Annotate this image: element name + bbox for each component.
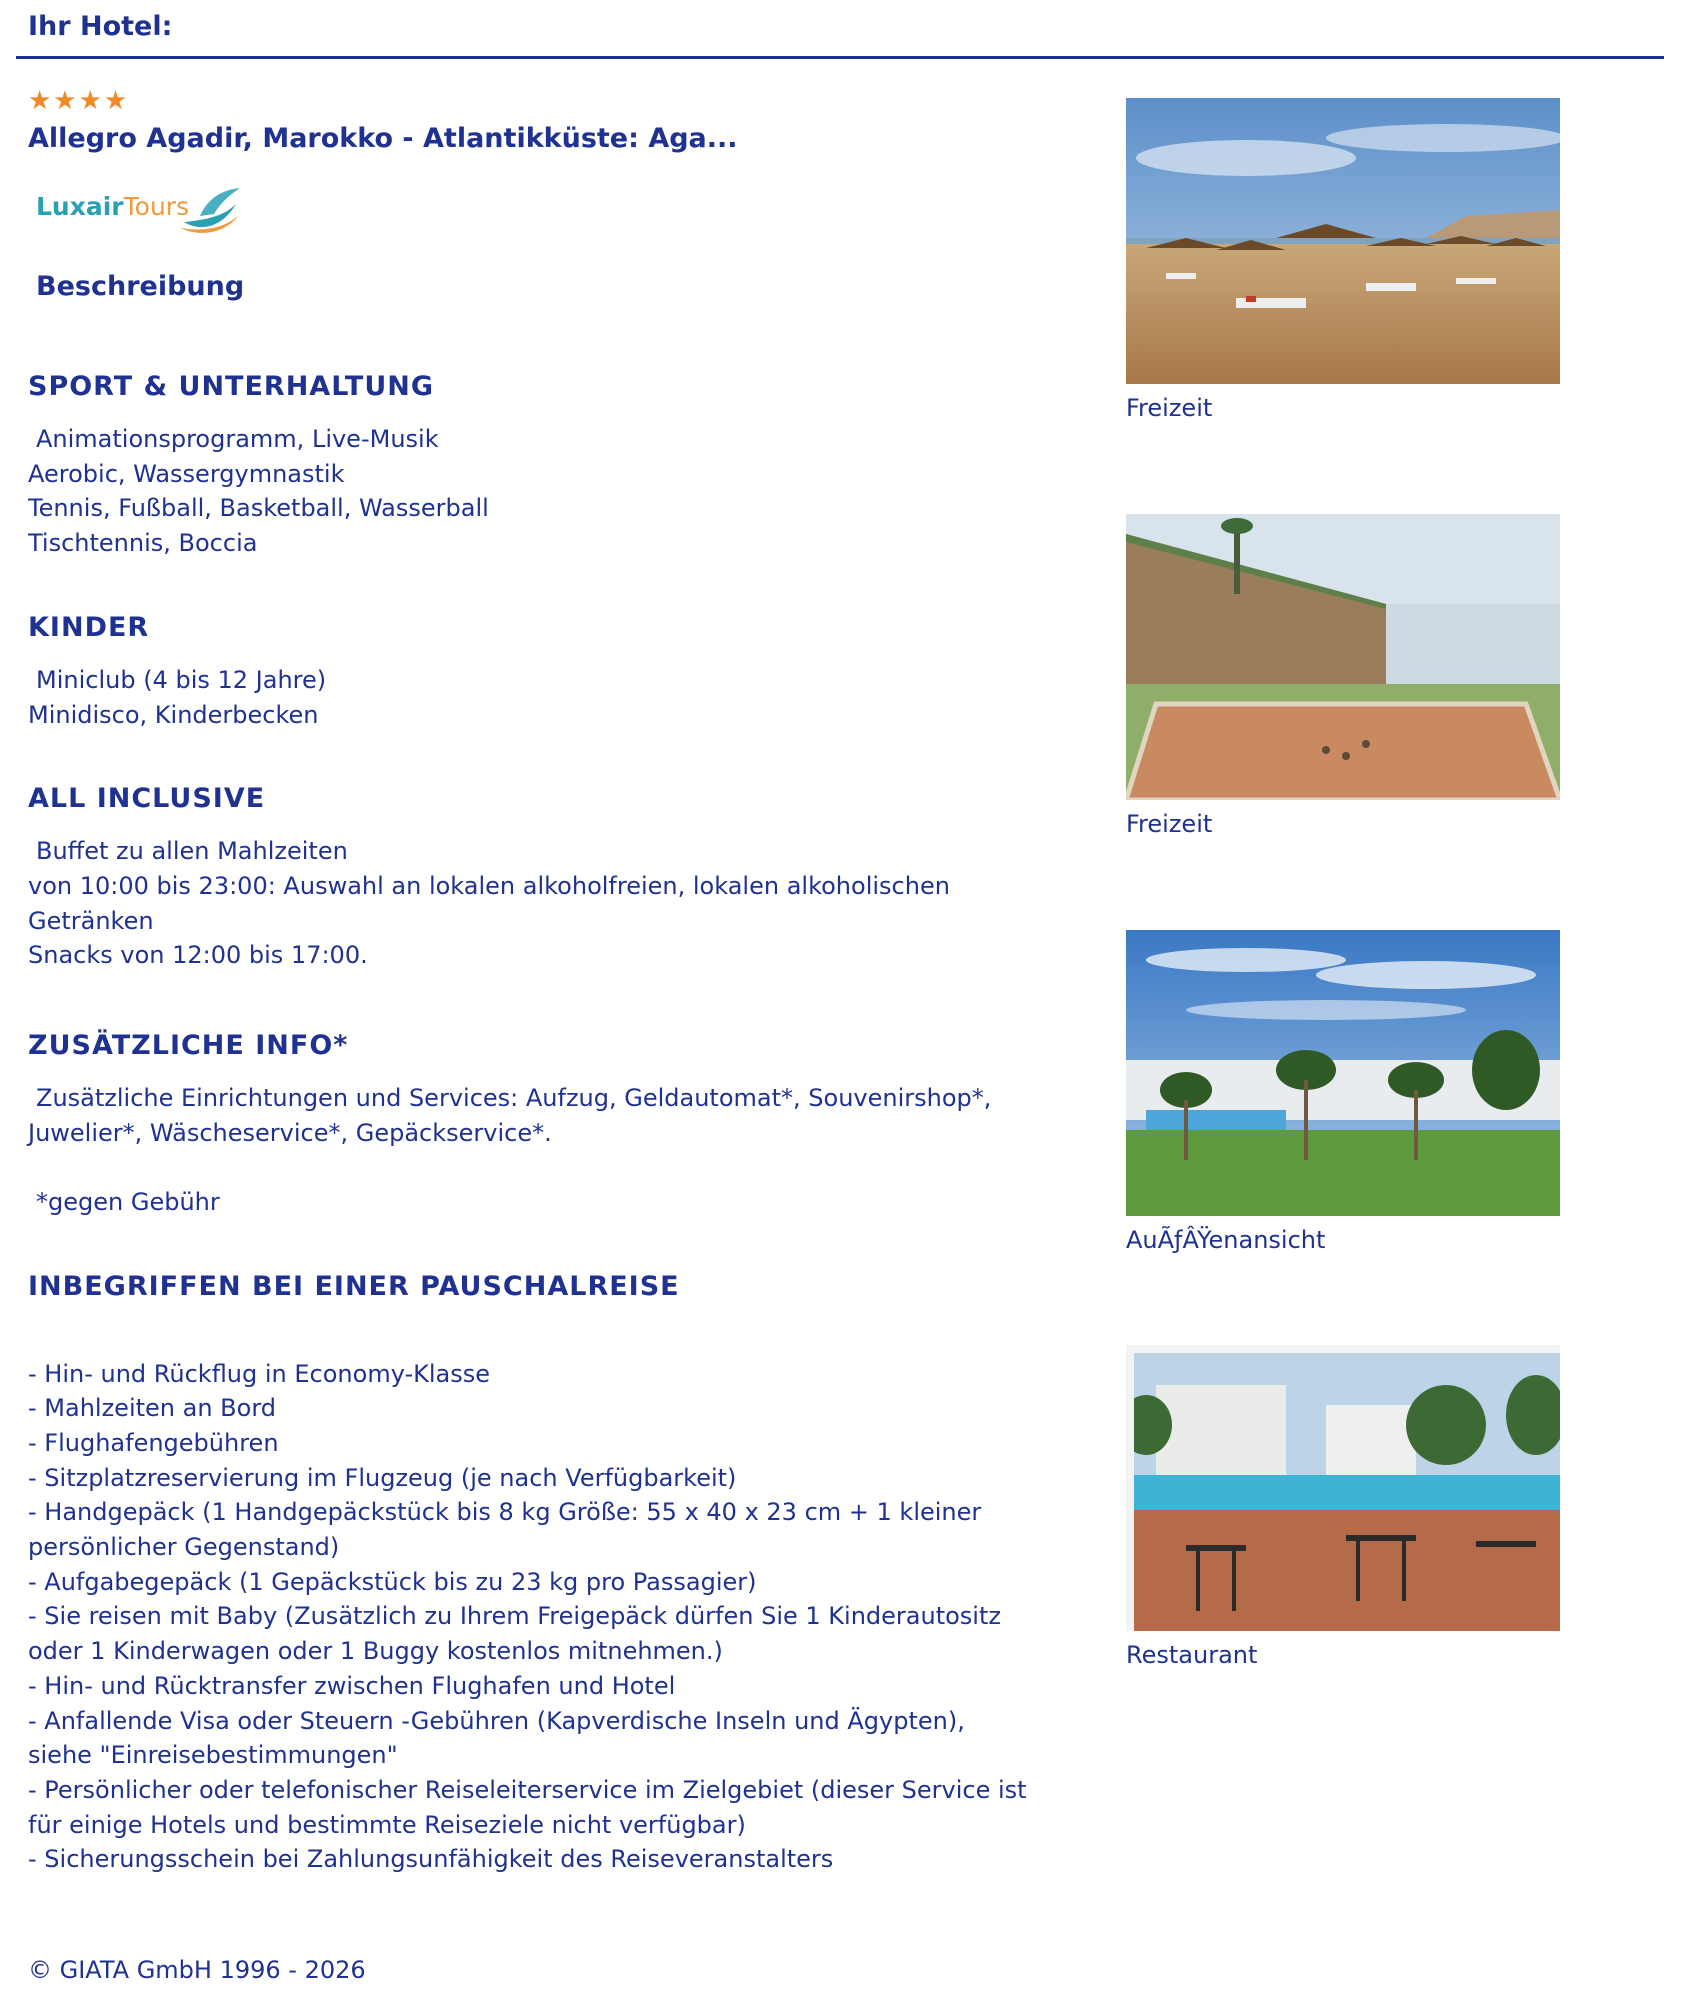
logo-word-tours: Tours [123,192,190,221]
package-line: - Anfallende Visa oder Steuern -Gebühren (Kapverdische Inseln und Ägypten), [28,1706,965,1735]
restaurant-terrace-photo[interactable] [1126,1345,1560,1631]
package-line: - Aufgabegepäck (1 Gepäckstück bis zu 23 kg pro Passagier) [28,1567,757,1596]
star-rating: ★★★★ [28,86,130,116]
package-line [28,1322,1068,1357]
photo-item [1126,1345,1560,1669]
package-line: für einige Hotels und bestimmte Reiseziele nicht verfügbar) [28,1810,746,1839]
package-line: - Sicherungsschein bei Zahlungsunfähigkeit des Reiseveranstalters [28,1845,834,1874]
photo-item [1126,930,1560,1254]
section-title-zusaetzliche-info: ZUSÄTZLICHE INFO* [28,1030,349,1062]
package-line: persönlicher Gegenstand) [28,1533,340,1562]
header-bar [16,0,1664,59]
info-line: *gegen Gebühr [36,1188,220,1217]
kinder-line: Miniclub (4 bis 12 Jahre) [36,665,327,694]
boccia-court-photo[interactable] [1126,514,1560,800]
kinder-line: Minidisco, Kinderbecken [28,700,319,729]
logo-word-luxair: Luxair [36,192,124,221]
section-kinder [28,611,1068,732]
hotel-name[interactable]: Allegro Agadir, Marokko - Atlantikküste: Aga... [28,123,738,154]
package-line: siehe "Einreisebestimmungen" [28,1741,398,1770]
hotel-garden-pool-photo[interactable] [1126,930,1560,1216]
header-title: Ihr Hotel: [28,11,173,42]
package-line: - Hin- und Rückflug in Economy-Klasse [28,1359,491,1388]
package-line: - Hin- und Rücktransfer zwischen Flughafen und Hotel [28,1671,676,1700]
hotel-details [28,86,1068,1877]
section-title-pauschalreise: INBEGRIFFEN BEI EINER PAUSCHALREISE [28,1270,680,1302]
sport-line: Tennis, Fußball, Basketball, Wasserball [28,494,489,523]
package-line: - Handgepäck (1 Handgepäckstück bis 8 kg Größe: 55 x 40 x 23 cm + 1 kleiner [28,1498,982,1527]
package-line: - Sitzplatzreservierung im Flugzeug (je nach Verfügbarkeit) [28,1463,737,1492]
all-inclusive-line: Snacks von 12:00 bis 17:00. [28,941,368,970]
section-title-sport: SPORT & UNTERHALTUNG [28,371,435,402]
bird-icon [178,182,244,238]
section-sport [28,370,1068,561]
photo-caption: Freizeit [1126,810,1213,838]
all-inclusive-line: Buffet zu allen Mahlzeiten [36,837,348,866]
package-line: - Persönlicher oder telefonischer Reiseleiterservice im Zielgebiet (dieser Service ist [28,1775,1027,1804]
sport-line: Animationsprogramm, Live-Musik [36,425,439,453]
sport-line: Aerobic, Wassergymnastik [28,459,345,488]
package-line: - Mahlzeiten an Bord [28,1394,277,1423]
photo-caption: Restaurant [1126,1641,1258,1669]
info-line [28,1150,1068,1185]
description-title: Beschreibung [36,271,245,302]
footer-copyright: © GIATA GmbH 1996 - 2026 [28,1956,366,1984]
photo-item [1126,514,1560,838]
package-line: oder 1 Kinderwagen oder 1 Buggy kostenlos mitnehmen.) [28,1637,723,1666]
luxairtours-logo [28,176,248,242]
photo-item [1126,98,1560,422]
package-line: - Flughafengebühren [28,1428,279,1457]
section-all-inclusive [28,782,1068,973]
section-title-all-inclusive: ALL INCLUSIVE [28,783,266,815]
photo-caption: AuÃƒÂŸenansicht [1126,1226,1326,1254]
all-inclusive-line: von 10:00 bis 23:00: Auswahl an lokalen alkoholfreien, lokalen alkoholischen [28,871,950,900]
beach-umbrellas-photo[interactable] [1126,98,1560,384]
photo-caption: Freizeit [1126,394,1213,422]
section-title-kinder: KINDER [28,611,150,643]
all-inclusive-line: Getränken [28,906,154,935]
info-line: Zusätzliche Einrichtungen und Services: Aufzug, Geldautomat*, Souvenirshop*, [36,1084,992,1113]
package-line: - Sie reisen mit Baby (Zusätzlich zu Ihrem Freigepäck dürfen Sie 1 Kinderautositz [28,1602,1001,1631]
sport-line: Tischtennis, Boccia [28,529,258,558]
section-pauschalreise [28,1270,1068,1877]
section-zusaetzliche-info [28,1029,1068,1220]
info-line: Juwelier*, Wäscheservice*, Gepäckservice*. [28,1118,552,1147]
